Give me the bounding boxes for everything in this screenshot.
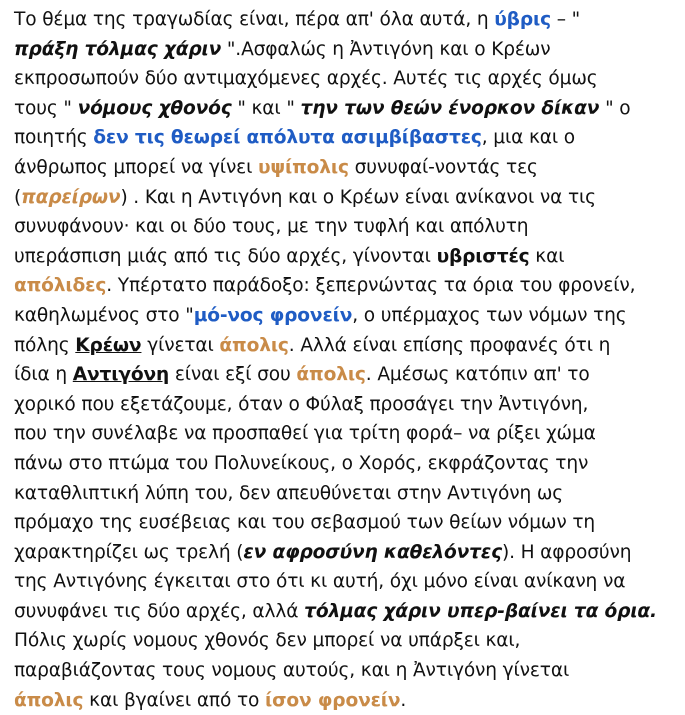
text-line (14, 508, 671, 538)
orange-emphasis: απόλιδες (14, 275, 107, 297)
text-run: χορικό που εξετάζουμε, όταν ο Φύλαξ προσάγει την Ἀντιγόνη, (14, 393, 589, 415)
bold-term: υβριστές (436, 245, 530, 267)
text-line (14, 212, 671, 242)
text-run: υπεράσπιση μιάς από τις δύο αρχές, γίνονται (14, 245, 437, 267)
text-run: πάνω στο πτώμα του Πολυνείκους, ο Χορός, εκφράζοντας την (14, 452, 589, 474)
text-run: χαρακτηρίζει ως τρελή ( (14, 541, 244, 563)
text-run: ) . Και η Αντιγόνη και ο Κρέων είναι ανίκανοι να τις (120, 186, 596, 208)
text-line (14, 123, 671, 153)
text-line (14, 153, 671, 183)
bold-italic-quote: πράξη τόλμας χάριν (14, 38, 222, 60)
text-run: συνυφαί-νοντάς τες (348, 156, 538, 178)
text-run: πρόμαχο της ευσέβειας και του σεβασμού των θείων νόμων τη (14, 512, 596, 534)
orange-emphasis: άπολις (219, 334, 289, 356)
text-line (14, 656, 671, 686)
text-run: Πόλις χωρίς νομους χθονός δεν μπορεί να υπάρξει και, (14, 630, 521, 652)
text-line (14, 597, 671, 627)
blue-emphasis: δεν τις θεωρεί απόλυτα ασιμβίβαστες (93, 127, 482, 149)
text-line (14, 35, 671, 65)
blue-emphasis: ύβρις (494, 9, 551, 30)
text-line (14, 479, 671, 509)
text-line (14, 360, 671, 390)
text-line (14, 449, 671, 479)
text-line (14, 626, 671, 656)
text-line (14, 419, 671, 449)
text-run: καθηλωμένος στο " (14, 304, 194, 326)
text-run: , ο υπέρμαχος των νόμων της (352, 304, 627, 326)
orange-emphasis: άπολις (14, 689, 84, 711)
text-run: που την συνέλαβε να προσπαθεί για τρίτη φορά– να ρίξει χώμα (14, 423, 596, 445)
text-run: , μια και ο (481, 127, 576, 149)
underlined-name: Αντιγόνη (72, 364, 170, 386)
bold-italic-quote: νόμους χθονός (77, 97, 232, 119)
bold-italic-quote: τόλμας χάριν υπερ-βαίνει τα όρια. (304, 600, 657, 622)
text-run: Το θέμα της τραγωδίας είναι, πέρα απ' όλα αυτά, η (14, 9, 495, 30)
text-run: συνυφάνει τις δύο αρχές, αλλά (14, 600, 305, 622)
text-line (14, 301, 671, 331)
text-run: και βγαίνει από το (83, 689, 265, 711)
text-run: . Αμέσως κατόπιν απ' το (365, 364, 590, 386)
text-run: συνυφάνουν· και οι δύο τους, με την τυφλή και απόλυτη (14, 216, 529, 238)
text-run: ). Η αφροσύνη (501, 541, 632, 563)
orange-emphasis: υψίπολις (257, 156, 349, 178)
text-run: άνθρωπος μπορεί να γίνει (14, 156, 258, 178)
bold-italic-quote: εν αφροσύνη καθελόντες (243, 541, 502, 563)
orange-italic-term: παρείρων (21, 186, 121, 208)
text-run: της Αντιγόνης έγκειται στο ότι κι αυτή, όχι μόνο είναι ανίκανη να (14, 571, 626, 593)
text-run: ποιητής (14, 127, 94, 149)
bold-italic-quote: την των θεών ένορκον δίκαν (300, 97, 600, 119)
text-run: " και " (231, 97, 301, 119)
text-run: " ο (599, 97, 631, 119)
text-line (14, 271, 671, 301)
text-run: – " (550, 9, 581, 30)
text-run: ".Ασφαλώς η Ἀντιγόνη και ο Κρέων (221, 38, 551, 60)
text-run: ίδια η (14, 364, 73, 386)
text-line (14, 538, 671, 568)
text-line (14, 64, 671, 94)
text-run: καταθλιπτική λύπη του, δεν απευθύνεται στην Αντιγόνη ως (14, 482, 564, 504)
text-line (14, 94, 671, 124)
text-run: τους " (14, 97, 78, 119)
blue-emphasis: μό-νος φρονείν (193, 304, 353, 326)
text-run: γίνεται (141, 334, 220, 356)
text-line (14, 686, 671, 715)
text-run: και (529, 245, 565, 267)
text-line (14, 331, 671, 361)
text-line (14, 183, 671, 213)
text-run: παραβιάζοντας τους νομους αυτούς, και η Ἀντιγόνη γίνεται (14, 660, 570, 682)
text-run: ( (14, 186, 22, 208)
text-run: εκπροσωπούν δύο αντιμαχόμενες αρχές. Αυτές τις αρχές όμως (14, 68, 598, 90)
text-run: . Αλλά είναι επίσης προφανές ότι η (288, 334, 611, 356)
text-line (14, 5, 671, 35)
text-run: πόλης (14, 334, 76, 356)
text-run: . Υπέρτατο παράδοξο: ξεπερνώντας τα όρια του φρονείν, (106, 275, 636, 297)
text-run: . (400, 689, 407, 711)
orange-emphasis: ίσον φρονείν (265, 689, 401, 711)
orange-emphasis: άπολις (296, 364, 366, 386)
text-line (14, 390, 671, 420)
text-line (14, 242, 671, 272)
underlined-name: Κρέων (75, 334, 142, 356)
text-line (14, 567, 671, 597)
text-run: είναι εξί σου (169, 364, 297, 386)
